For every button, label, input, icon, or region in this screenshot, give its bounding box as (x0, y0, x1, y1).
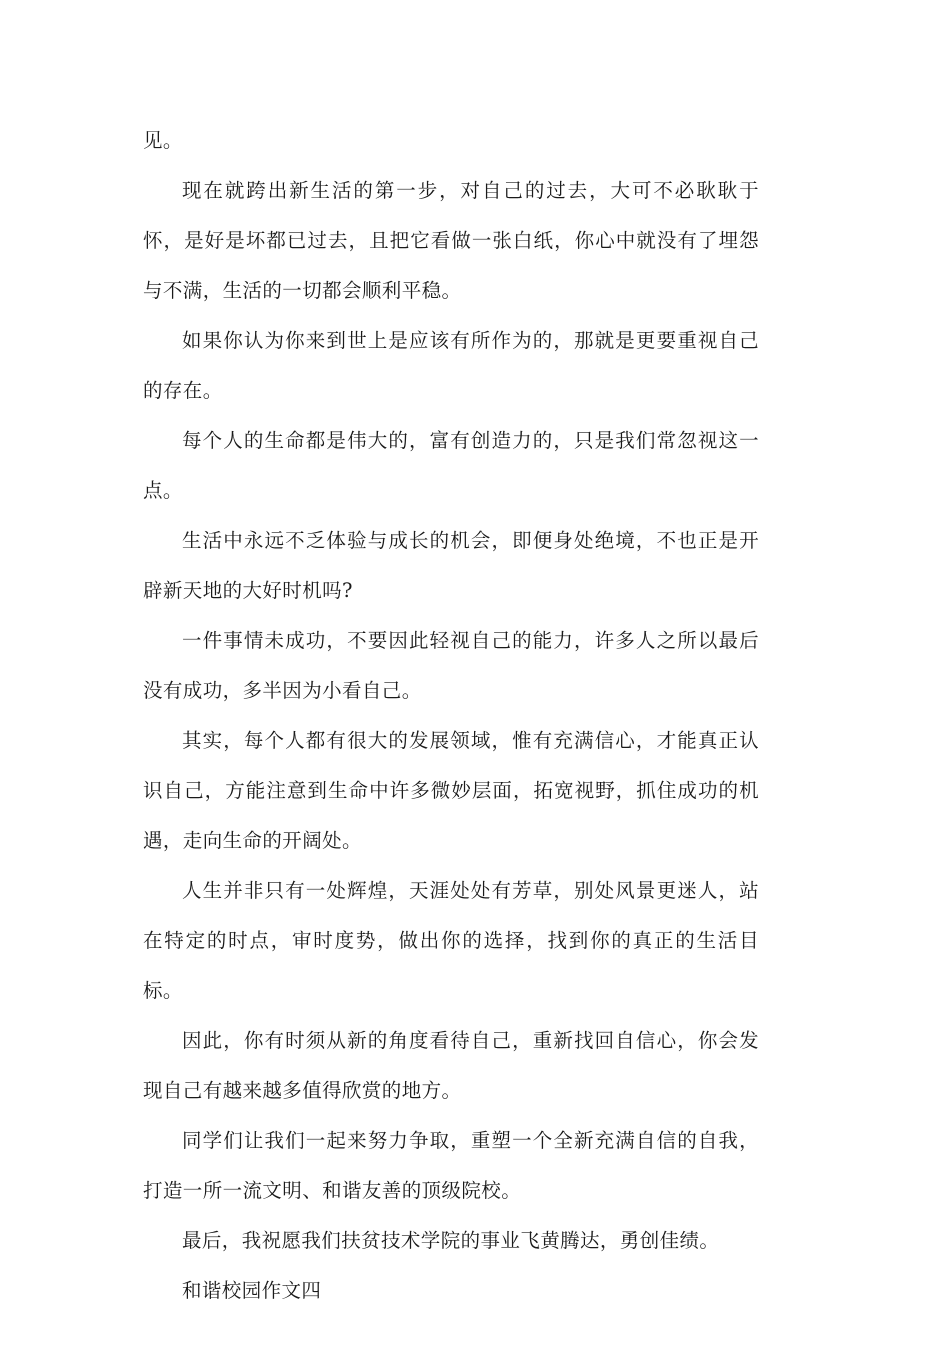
paragraph: 人生并非只有一处辉煌，天涯处处有芳草，别处风景更迷人，站在特定的时点，审时度势，做出你的选择，找到你的真正的生活目标。 (143, 879, 759, 1002)
paragraph: 现在就跨出新生活的第一步，对自己的过去，大可不必耿耿于怀，是好是坏都已过去，且把它看做一张白纸，你心中就没有了埋怨与不满，生活的一切都会顺利平稳。 (143, 179, 759, 302)
section-heading: 和谐校园作文四 (182, 1279, 322, 1302)
paragraph: 因此，你有时须从新的角度看待自己，重新找回自信心，你会发现自己有越来越多值得欣赏的地方。 (143, 1029, 759, 1102)
paragraph: 生活中永远不乏体验与成长的机会，即便身处绝境，不也正是开辟新天地的大好时机吗? (143, 529, 759, 602)
paragraph: 最后，我祝愿我们扶贫技术学院的事业飞黄腾达，勇创佳绩。 (182, 1229, 720, 1252)
paragraph: 同学们让我们一起来努力争取，重塑一个全新充满自信的自我，打造一所一流文明、和谐友善的顶级院校。 (143, 1129, 759, 1202)
paragraph: 每个人的生命都是伟大的，富有创造力的，只是我们常忽视这一点。 (143, 429, 759, 502)
paragraph-continuation: 见。 (143, 129, 183, 152)
paragraph: 其实，每个人都有很大的发展领域，惟有充满信心，才能真正认识自己，方能注意到生命中许多微妙层面，拓宽视野，抓住成功的机遇，走向生命的开阔处。 (143, 729, 759, 852)
paragraph: 如果你认为你来到世上是应该有所作为的，那就是更要重视自己的存在。 (143, 329, 759, 402)
paragraph: 一件事情未成功，不要因此轻视自己的能力，许多人之所以最后没有成功，多半因为小看自己。 (143, 629, 759, 702)
document-body (143, 116, 759, 1316)
